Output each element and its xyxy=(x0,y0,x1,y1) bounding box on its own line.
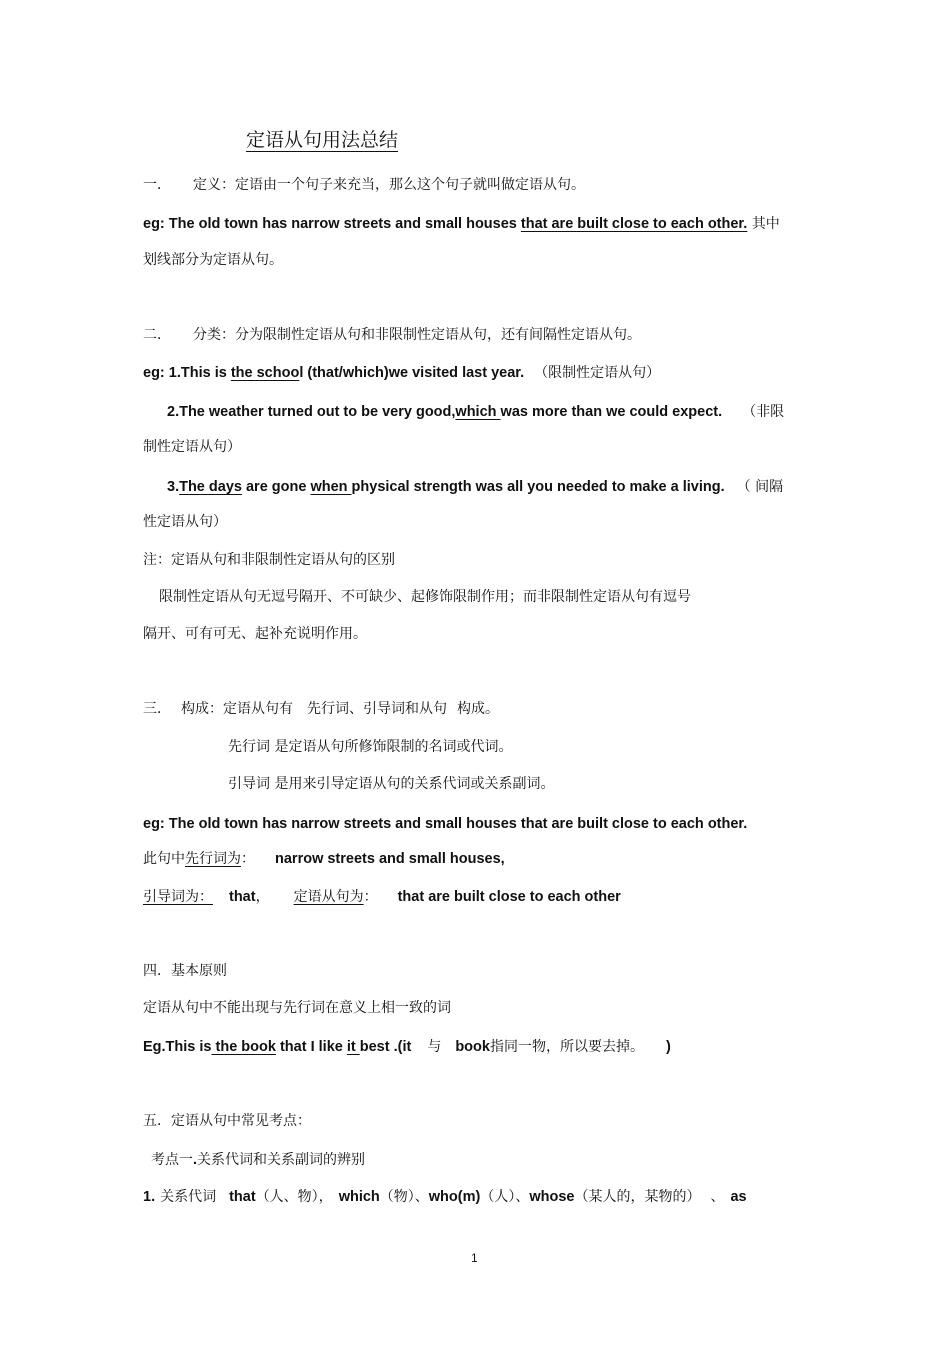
page-title: 定语从句用法总结 xyxy=(246,129,399,151)
example-3: 3.The days are gone when physical strength was all you needed to make a living. （ 间隔 xyxy=(167,479,784,495)
section-2-classification: 二． 分类：分为限制性定语从句和非限制性定语从句，还有间隔性定语从句。 xyxy=(143,327,641,343)
note-heading: 注：定语从句和非限制性定语从句的区别 xyxy=(143,552,395,568)
section-number: 三． xyxy=(143,701,171,717)
section-number: 一． xyxy=(143,177,171,193)
section-1-example-cont: 划线部分为定语从句。 xyxy=(143,252,283,268)
example-note: （ 间隔 xyxy=(736,479,784,495)
composition-antecedent: 先行词 是定语从句所修饰限制的名词或代词。 xyxy=(228,739,513,755)
section-5-heading: 五．定语从句中常见考点： xyxy=(143,1113,311,1129)
antecedent-line: 此句中先行词为： narrow streets and small houses, xyxy=(143,851,505,867)
section-4-heading: 四．基本原则 xyxy=(143,963,227,979)
section-1-definition xyxy=(143,175,585,195)
example-1: eg: 1.This is the school (that/which)we visited last year. （限制性定语从句） xyxy=(143,365,661,381)
section-4-text: 定语从句中不能出现与先行词在意义上相一致的词 xyxy=(143,1000,451,1016)
page-number: 1 xyxy=(471,1251,478,1265)
relative-word-line: 引导词为： that， 定语从句为： that are built close to each other xyxy=(143,889,621,905)
exam-point-1: 考点一.关系代词和关系副词的辨别 xyxy=(151,1152,366,1168)
section-1-example: eg: The old town has narrow streets and small houses that are built close to each other. 其中 xyxy=(143,216,780,232)
relative-pronouns-line: 1. 关系代词 that（人、物）， which（物）、who(m)（人）、whose（某人的，某物的） 、 as xyxy=(143,1189,747,1205)
example-note: （非限 xyxy=(742,404,785,420)
example-3-cont: 性定语从句） xyxy=(143,514,227,530)
section-4-example: Eg.This is the book that I like it best .(it 与 book指同一物，所以要去掉。 ) xyxy=(143,1039,671,1055)
section-3-example: eg: The old town has narrow streets and small houses that are built close to each other. xyxy=(143,816,748,832)
note-line-1: 限制性定语从句无逗号隔开、不可缺少、起修饰限制作用；而非限制性定语从句有逗号 xyxy=(159,589,691,605)
underlined-clause: that are built close to each other. xyxy=(520,216,748,232)
example-2-cont: 制性定语从句） xyxy=(143,439,241,455)
definition-text: 定义：定语由一个句子来充当，那么这个句子就叫做定语从句。 xyxy=(193,177,585,193)
section-3-composition: 三． 构成：定语从句有 先行词、引导词和从句 构成。 xyxy=(143,701,499,717)
example-note: （限制性定语从句） xyxy=(534,365,661,381)
note-line-2: 隔开、可有可无、起补充说明作用。 xyxy=(143,626,367,642)
composition-relative: 引导词 是用来引导定语从句的关系代词或关系副词。 xyxy=(228,776,555,792)
section-number: 二． xyxy=(143,327,171,343)
example-2: 2.The weather turned out to be very good,which was more than we could expect. （非限 xyxy=(167,404,785,420)
